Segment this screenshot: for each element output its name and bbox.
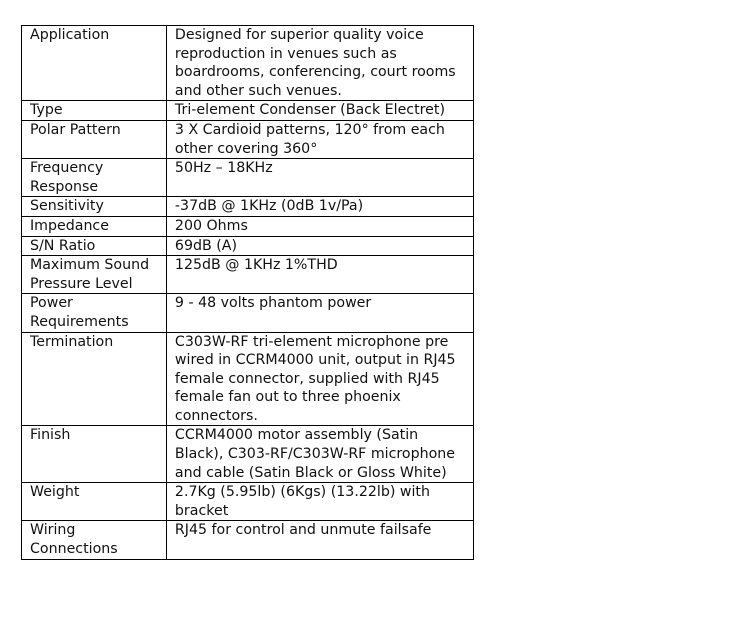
spec-label-polar-pattern: Polar Pattern	[22, 120, 167, 158]
spec-label-finish: Finish	[22, 426, 167, 483]
spec-value-type: Tri-element Condenser (Back Electret)	[166, 101, 473, 121]
table-row	[22, 26, 474, 101]
spec-value-frequency-response: 50Hz – 18KHz	[166, 159, 473, 197]
spec-label-application: Application	[22, 26, 167, 101]
spec-label-power-requirements: Power Requirements	[22, 294, 167, 332]
spec-value-impedance: 200 Ohms	[166, 216, 473, 236]
spec-value-termination: C303W-RF tri-element microphone pre wired in CCRM4000 unit, output in RJ45 female connector, supplied with RJ45 female fan out to three phoenix connectors.	[166, 332, 473, 426]
table-row	[22, 256, 474, 294]
spec-value-finish: CCRM4000 motor assembly (Satin Black), C303-RF/C303W-RF microphone and cable (Satin Black or Gloss White)	[166, 426, 473, 483]
spec-label-sn-ratio: S/N Ratio	[22, 236, 167, 256]
table-row	[22, 521, 474, 559]
spec-value-max-spl: 125dB @ 1KHz 1%THD	[166, 256, 473, 294]
spec-value-sn-ratio: 69dB (A)	[166, 236, 473, 256]
spec-value-polar-pattern: 3 X Cardioid patterns, 120° from each other covering 360°	[166, 120, 473, 158]
spec-label-frequency-response: Frequency Response	[22, 159, 167, 197]
table-row	[22, 236, 474, 256]
spec-value-sensitivity: -37dB @ 1KHz (0dB 1v/Pa)	[166, 197, 473, 217]
table-row	[22, 159, 474, 197]
spec-label-termination: Termination	[22, 332, 167, 426]
table-row	[22, 120, 474, 158]
spec-label-weight: Weight	[22, 483, 167, 521]
table-row	[22, 294, 474, 332]
table-row	[22, 216, 474, 236]
spec-value-wiring-connections: RJ45 for control and unmute failsafe	[166, 521, 473, 559]
spec-value-weight: 2.7Kg (5.95lb) (6Kgs) (13.22lb) with bracket	[166, 483, 473, 521]
spec-label-wiring-connections: Wiring Connections	[22, 521, 167, 559]
spec-label-impedance: Impedance	[22, 216, 167, 236]
table-row	[22, 101, 474, 121]
table-row	[22, 332, 474, 426]
spec-label-sensitivity: Sensitivity	[22, 197, 167, 217]
spec-label-type: Type	[22, 101, 167, 121]
spec-label-max-spl: Maximum Sound Pressure Level	[22, 256, 167, 294]
spec-value-power-requirements: 9 - 48 volts phantom power	[166, 294, 473, 332]
table-row	[22, 197, 474, 217]
spec-table	[21, 25, 474, 560]
spec-value-application: Designed for superior quality voice reproduction in venues such as boardrooms, conferencing, court rooms and other such venues.	[166, 26, 473, 101]
table-row	[22, 426, 474, 483]
table-row	[22, 483, 474, 521]
